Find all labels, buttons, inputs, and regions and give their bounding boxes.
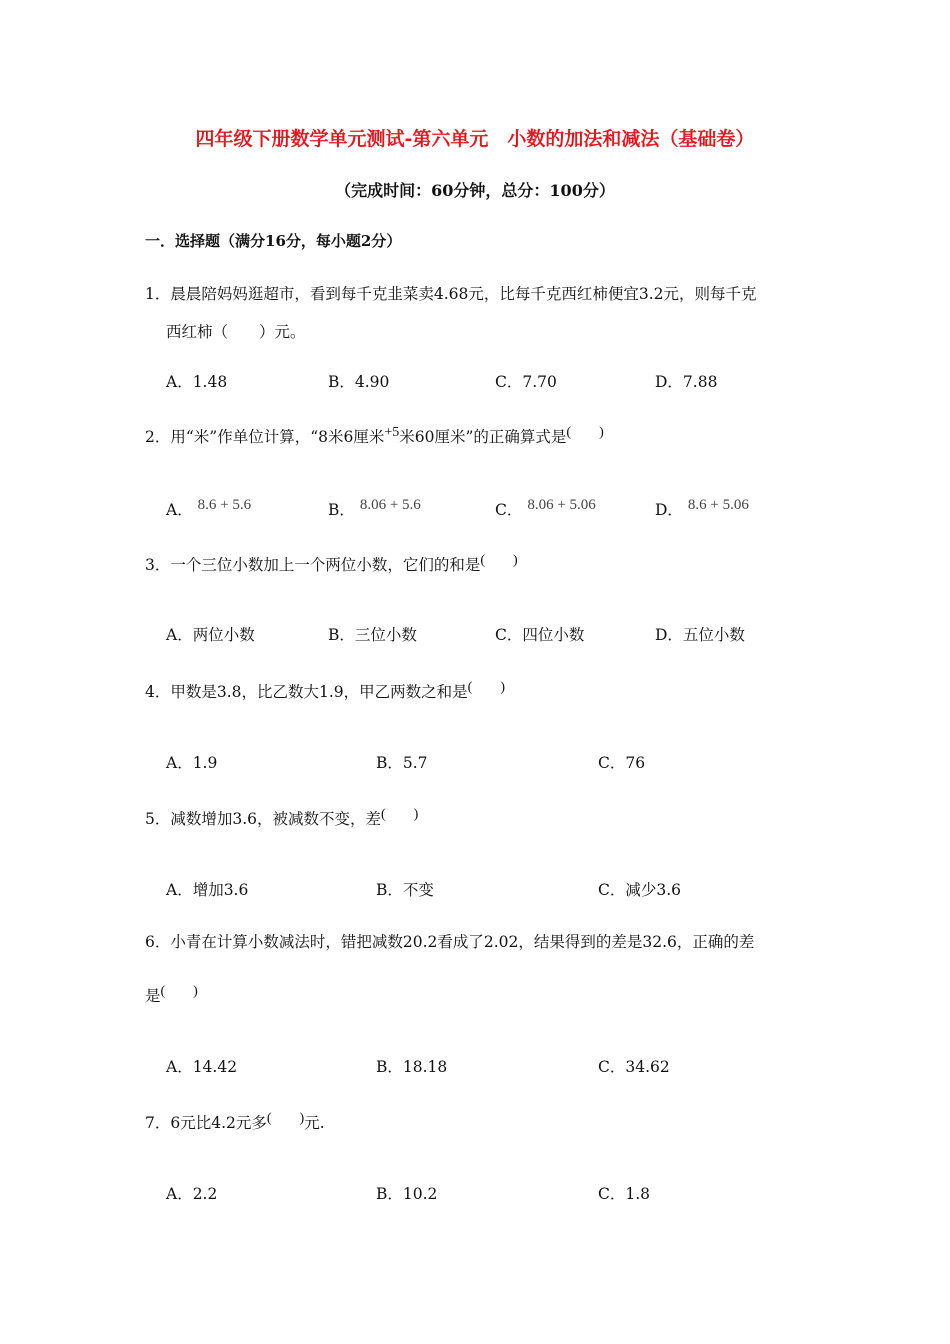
question-3-option-b: B．三位小数 xyxy=(328,626,417,644)
option-letter: A． xyxy=(166,501,193,519)
question-2-option-d xyxy=(655,498,749,520)
question-2-option-b xyxy=(328,498,421,520)
question-4-option-b: B．5.7 xyxy=(376,754,428,772)
question-1-option-c: C．7.70 xyxy=(495,373,557,391)
question-4-text xyxy=(145,680,505,702)
question-6-option-b: B．18.18 xyxy=(376,1058,448,1076)
question-4-option-a: A．1.9 xyxy=(166,754,218,772)
question-1-text-cont: 西红柿（ ）元。 xyxy=(166,323,306,341)
option-expression: 8.6 + 5.06 xyxy=(687,497,749,513)
question-6-option-a: A．14.42 xyxy=(166,1058,238,1076)
answer-blank: ( ) xyxy=(480,553,518,568)
question-7-text xyxy=(145,1111,325,1133)
question-7-text-end: 元. xyxy=(304,1114,325,1132)
question-1-option-d: D．7.88 xyxy=(655,373,718,391)
section-heading: 一．选择题（满分16分，每小题2分） xyxy=(145,232,402,250)
answer-blank: ( ) xyxy=(467,680,505,695)
option-expression: 8.6 + 5.6 xyxy=(197,497,252,513)
question-6-option-c: C．34.62 xyxy=(598,1058,670,1076)
question-1-text: 1．晨晨陪妈妈逛超市，看到每千克韭菜卖4.68元，比每千克西红柿便宜3.2元，则每千克 xyxy=(145,285,757,303)
question-5-text xyxy=(145,807,418,829)
question-7-option-c: C．1.8 xyxy=(598,1185,651,1203)
answer-blank: ( ) xyxy=(266,1111,305,1126)
question-2-text-start: 2．用“米”作单位计算，“8米6厘米 xyxy=(145,428,385,446)
question-1-option-a: A．1.48 xyxy=(166,373,228,391)
question-3-text-body: 3．一个三位小数加上一个两位小数，它们的和是 xyxy=(145,556,481,574)
question-6-text-end: 是 xyxy=(145,987,161,1005)
question-2-text xyxy=(145,425,604,447)
question-4-text-body: 4．甲数是3.8，比乙数大1.9，甲乙两数之和是 xyxy=(145,683,468,701)
question-5-option-b: B．不变 xyxy=(376,881,434,899)
answer-blank: ( ) xyxy=(381,807,419,822)
question-3-text xyxy=(145,553,518,575)
question-3-option-a: A．两位小数 xyxy=(166,626,255,644)
question-5-option-a: A．增加3.6 xyxy=(166,881,249,899)
question-2-text-end: 米60厘米”的正确算式是 xyxy=(399,428,567,446)
question-2-option-c xyxy=(495,498,596,520)
question-3-option-c: C．四位小数 xyxy=(495,626,585,644)
option-letter: D． xyxy=(655,501,683,519)
question-5-text-body: 5．减数增加3.6，被减数不变，差 xyxy=(145,810,382,828)
question-5-option-c: C．减少3.6 xyxy=(598,881,682,899)
answer-blank: ( ) xyxy=(160,984,198,999)
option-letter: B． xyxy=(328,501,355,519)
question-4-option-c: C．76 xyxy=(598,754,646,772)
answer-blank: ( ) xyxy=(566,425,604,440)
question-2-option-a xyxy=(166,498,251,520)
question-7-option-b: B．10.2 xyxy=(376,1185,438,1203)
question-1-option-b: B．4.90 xyxy=(328,373,390,391)
question-7-text-start: 7．6元比4.2元多 xyxy=(145,1114,267,1132)
question-2-number: 5 xyxy=(392,425,400,440)
question-6-text-cont xyxy=(145,984,198,1006)
question-3-option-d: D．五位小数 xyxy=(655,626,745,644)
option-expression: 8.06 + 5.6 xyxy=(359,497,421,513)
question-7-option-a: A．2.2 xyxy=(166,1185,218,1203)
option-expression: 8.06 + 5.06 xyxy=(527,497,596,513)
option-letter: C． xyxy=(495,501,523,519)
page-title: 四年级下册数学单元测试-第六单元 小数的加法和减法（基础卷） xyxy=(195,128,755,150)
plus-sign: + xyxy=(384,425,393,440)
question-6-text: 6．小青在计算小数减法时，错把减数20.2看成了2.02，结果得到的差是32.6，正确的差 xyxy=(145,933,755,951)
exam-info: （完成时间：60分钟，总分：100分） xyxy=(335,181,615,200)
